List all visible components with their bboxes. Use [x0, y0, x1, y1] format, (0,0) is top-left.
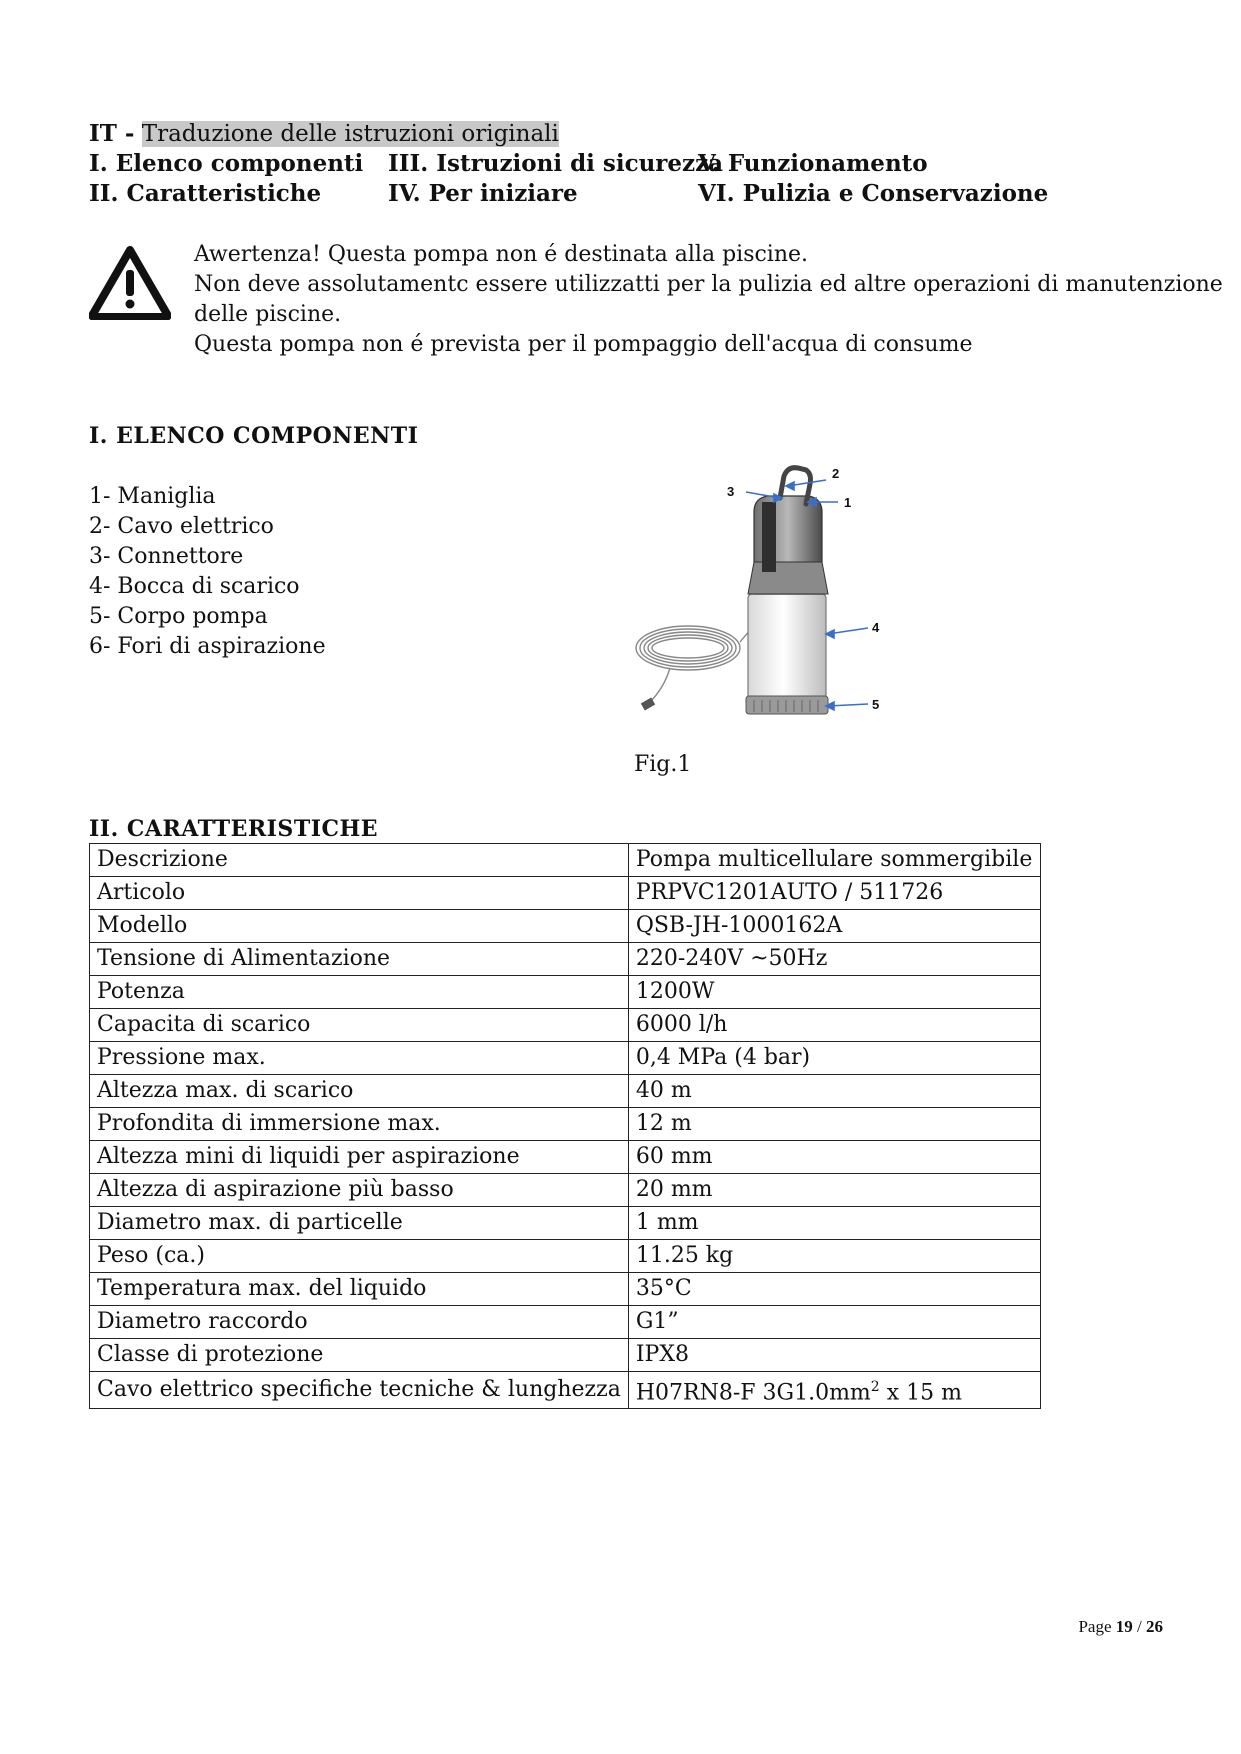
spec-key: Diametro max. di particelle: [90, 1207, 629, 1240]
table-row: [90, 1273, 1041, 1306]
spec-value: QSB-JH-1000162A: [628, 910, 1040, 943]
component-list-item: 3- Connettore: [89, 544, 244, 569]
spec-key: Descrizione: [90, 844, 629, 877]
spec-key: Altezza max. di scarico: [90, 1075, 629, 1108]
table-row: [90, 910, 1041, 943]
cable-spec-superscript: 2: [870, 1379, 880, 1395]
document-title: Traduzione delle istruzioni originali: [141, 121, 559, 147]
spec-value: 6000 l/h: [628, 1009, 1040, 1042]
table-row: [90, 1174, 1041, 1207]
spec-value: 20 mm: [628, 1174, 1040, 1207]
table-row: [90, 1306, 1041, 1339]
page-number: [1078, 1617, 1163, 1637]
spec-value: PRPVC1201AUTO / 511726: [628, 877, 1040, 910]
warning-text-line: Awertenza! Questa pompa non é destinata alla piscine.: [194, 242, 809, 267]
pump-figure: [630, 462, 890, 732]
component-list-item: 5- Corpo pompa: [89, 604, 268, 629]
figure-label: 1: [844, 495, 852, 510]
document-header: [89, 120, 559, 147]
table-row: [90, 1108, 1041, 1141]
spec-key: Modello: [90, 910, 629, 943]
table-row: [90, 1009, 1041, 1042]
spec-key: Cavo elettrico specifiche tecniche & lunghezza: [90, 1372, 629, 1409]
spec-key: Pressione max.: [90, 1042, 629, 1075]
spec-key: Peso (ca.): [90, 1240, 629, 1273]
figure-label: 5: [872, 697, 880, 712]
spec-key: Altezza mini di liquidi per aspirazione: [90, 1141, 629, 1174]
spec-value: 220-240V ~50Hz: [628, 943, 1040, 976]
spec-value: 11.25 kg: [628, 1240, 1040, 1273]
table-row: [90, 1339, 1041, 1372]
spec-value: IPX8: [628, 1339, 1040, 1372]
toc-item-elenco-componenti[interactable]: I. Elenco componenti: [89, 150, 364, 177]
spec-value: G1”: [628, 1306, 1040, 1339]
warning-text-line: Questa pompa non é prevista per il pompaggio dell'acqua di consume: [194, 332, 973, 357]
spec-value: 1200W: [628, 976, 1040, 1009]
pump-body: [748, 594, 826, 700]
toc-item-caratteristiche[interactable]: II. Caratteristiche: [89, 180, 322, 207]
spec-key: Articolo: [90, 877, 629, 910]
figure-caption: Fig.1: [634, 752, 692, 777]
cable-spec-main: H07RN8-F 3G1.0mm: [635, 1380, 871, 1406]
cable-spec-length: x 15 m: [879, 1380, 962, 1406]
figure-label: 4: [872, 620, 880, 635]
spec-key: Capacita di scarico: [90, 1009, 629, 1042]
spec-table: [89, 843, 1041, 1409]
page-separator: /: [1137, 1617, 1142, 1636]
warning-text-line: Non deve assolutamentc essere utilizzatti per la pulizia ed altre operazioni di manutenzione: [194, 272, 1223, 297]
component-list-item: 4- Bocca di scarico: [89, 574, 300, 599]
spec-value: 35°C: [628, 1273, 1040, 1306]
table-row: [90, 1372, 1041, 1409]
spec-key: Classe di protezione: [90, 1339, 629, 1372]
language-prefix: IT -: [89, 120, 135, 147]
figure-label: 3: [727, 484, 735, 499]
component-list-item: 2- Cavo elettrico: [89, 514, 274, 539]
table-row: [90, 976, 1041, 1009]
spec-value: 1 mm: [628, 1207, 1040, 1240]
warning-triangle-icon: [89, 246, 171, 320]
section-title-caratteristiche: II. CARATTERISTICHE: [89, 816, 379, 842]
spec-key: Profondita di immersione max.: [90, 1108, 629, 1141]
warning-text-line: delle piscine.: [194, 302, 342, 327]
figure-label: 2: [832, 466, 840, 481]
pump-base: [746, 696, 828, 714]
table-row: [90, 844, 1041, 877]
table-row: [90, 877, 1041, 910]
spec-key: Potenza: [90, 976, 629, 1009]
toc-item-pulizia-conservazione[interactable]: VI. Pulizia e Conservazione: [698, 180, 1049, 207]
spec-key: Altezza di aspirazione più basso: [90, 1174, 629, 1207]
connector: [762, 502, 776, 572]
table-row: [90, 943, 1041, 976]
component-list-item: 6- Fori di aspirazione: [89, 634, 326, 659]
spec-key: Tensione di Alimentazione: [90, 943, 629, 976]
page-total: 26: [1146, 1617, 1163, 1636]
page-current: 19: [1115, 1617, 1133, 1636]
spec-value: 60 mm: [628, 1141, 1040, 1174]
table-row: [90, 1075, 1041, 1108]
section-title-elenco-componenti: I. ELENCO COMPONENTI: [89, 423, 419, 449]
table-row: [90, 1207, 1041, 1240]
table-row: [90, 1240, 1041, 1273]
spec-key: Temperatura max. del liquido: [90, 1273, 629, 1306]
page-label: Page: [1078, 1617, 1112, 1636]
table-row: [90, 1141, 1041, 1174]
spec-value: [628, 1372, 1040, 1409]
table-row: [90, 1042, 1041, 1075]
spec-value: 12 m: [628, 1108, 1040, 1141]
toc-item-istruzioni-sicurezza[interactable]: III. Istruzioni di sicurezza: [388, 150, 724, 177]
spec-value: Pompa multicellulare sommergibile: [628, 844, 1040, 877]
spec-value: 40 m: [628, 1075, 1040, 1108]
spec-key: Diametro raccordo: [90, 1306, 629, 1339]
spec-value: 0,4 MPa (4 bar): [628, 1042, 1040, 1075]
toc-item-per-iniziare[interactable]: IV. Per iniziare: [388, 180, 578, 207]
toc-item-funzionamento[interactable]: V. Funzionamento: [698, 150, 928, 177]
component-list-item: 1- Maniglia: [89, 484, 216, 509]
